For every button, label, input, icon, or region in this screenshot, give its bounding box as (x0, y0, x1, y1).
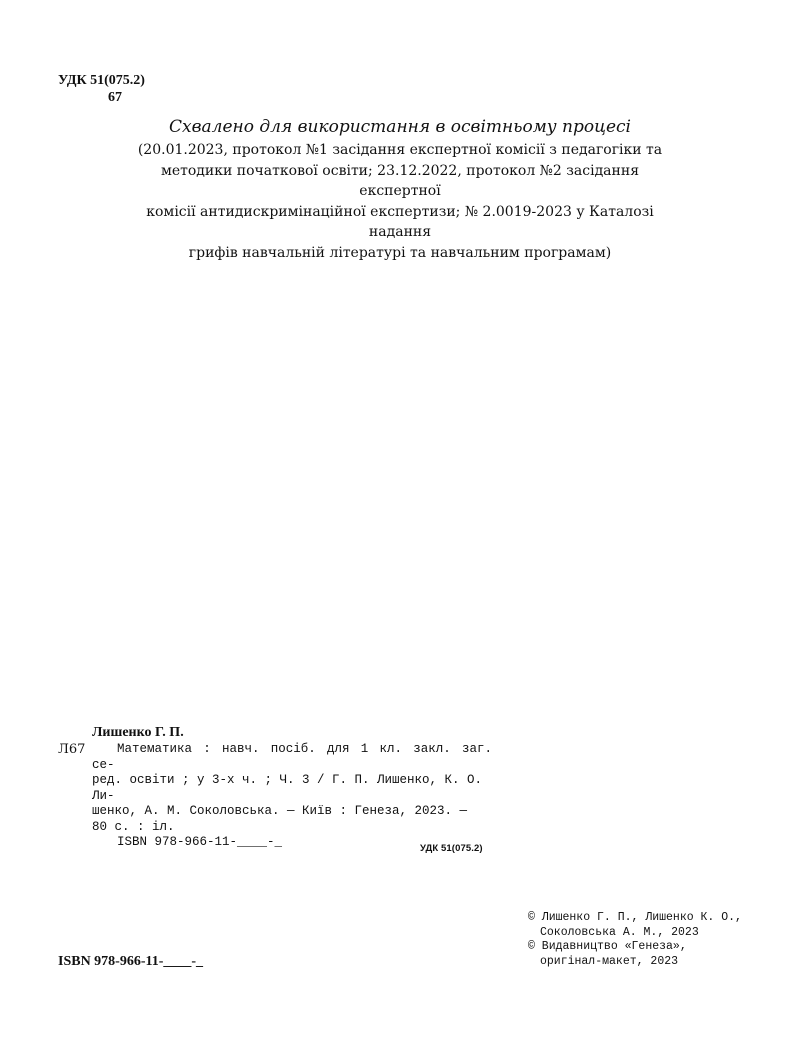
approval-line: (20.01.2023, протокол №1 засідання експертної комісії з педагогіки та (137, 142, 663, 158)
biblio-description (92, 742, 492, 773)
approval-title: Схвалено для використання в освітньому процесі (169, 117, 631, 137)
biblio-code: Л67 (58, 742, 86, 757)
approval-line: методики початкової освіти; 23.12.2022, протокол №2 засідання експертної (160, 162, 640, 199)
biblio-line: 80 с. : іл. (92, 819, 175, 834)
approval-block (120, 116, 680, 263)
biblio-author: Лишенко Г. П. (92, 725, 184, 740)
biblio-entry (58, 742, 492, 773)
udk-sub-code: 67 (108, 90, 122, 105)
biblio-line: шенко, А. М. Соколовська. — Київ : Генеза, 2023. — (92, 804, 468, 818)
biblio-isbn: ISBN 978-966-11-____-_ (117, 835, 283, 849)
approval-details (120, 140, 680, 263)
copyright-line: © Лишенко Г. П., Лишенко К. О., (528, 911, 742, 924)
copyright-line: Соколовська А. М., 2023 (540, 925, 699, 939)
copyright-line: оригінал-макет, 2023 (540, 954, 679, 968)
biblio-line: ред. освіти ; у 3-х ч. ; Ч. 3 / Г. П. Лишенко, К. О. Ли- (92, 773, 483, 803)
approval-line: комісії антидискримінаційної експертизи; № 2.0019-2023 у Каталозі надання (146, 203, 654, 240)
udk-code: УДК 51(075.2) (58, 73, 145, 88)
biblio-line: Математика : навч. посіб. для 1 кл. закл. заг. се- (92, 742, 492, 772)
copyright-block (528, 911, 742, 969)
udk-header (58, 72, 145, 106)
biblio-continuation (92, 773, 492, 835)
approval-line: грифів навчальній літературі та навчальним програмам) (188, 244, 612, 261)
udk-small-code: УДК 51(075.2) (420, 843, 483, 854)
isbn-bottom: ISBN 978-966-11-____-_ (58, 954, 204, 969)
bibliographic-record (58, 724, 492, 851)
copyright-line: © Видавництво «Генеза», (528, 940, 687, 953)
